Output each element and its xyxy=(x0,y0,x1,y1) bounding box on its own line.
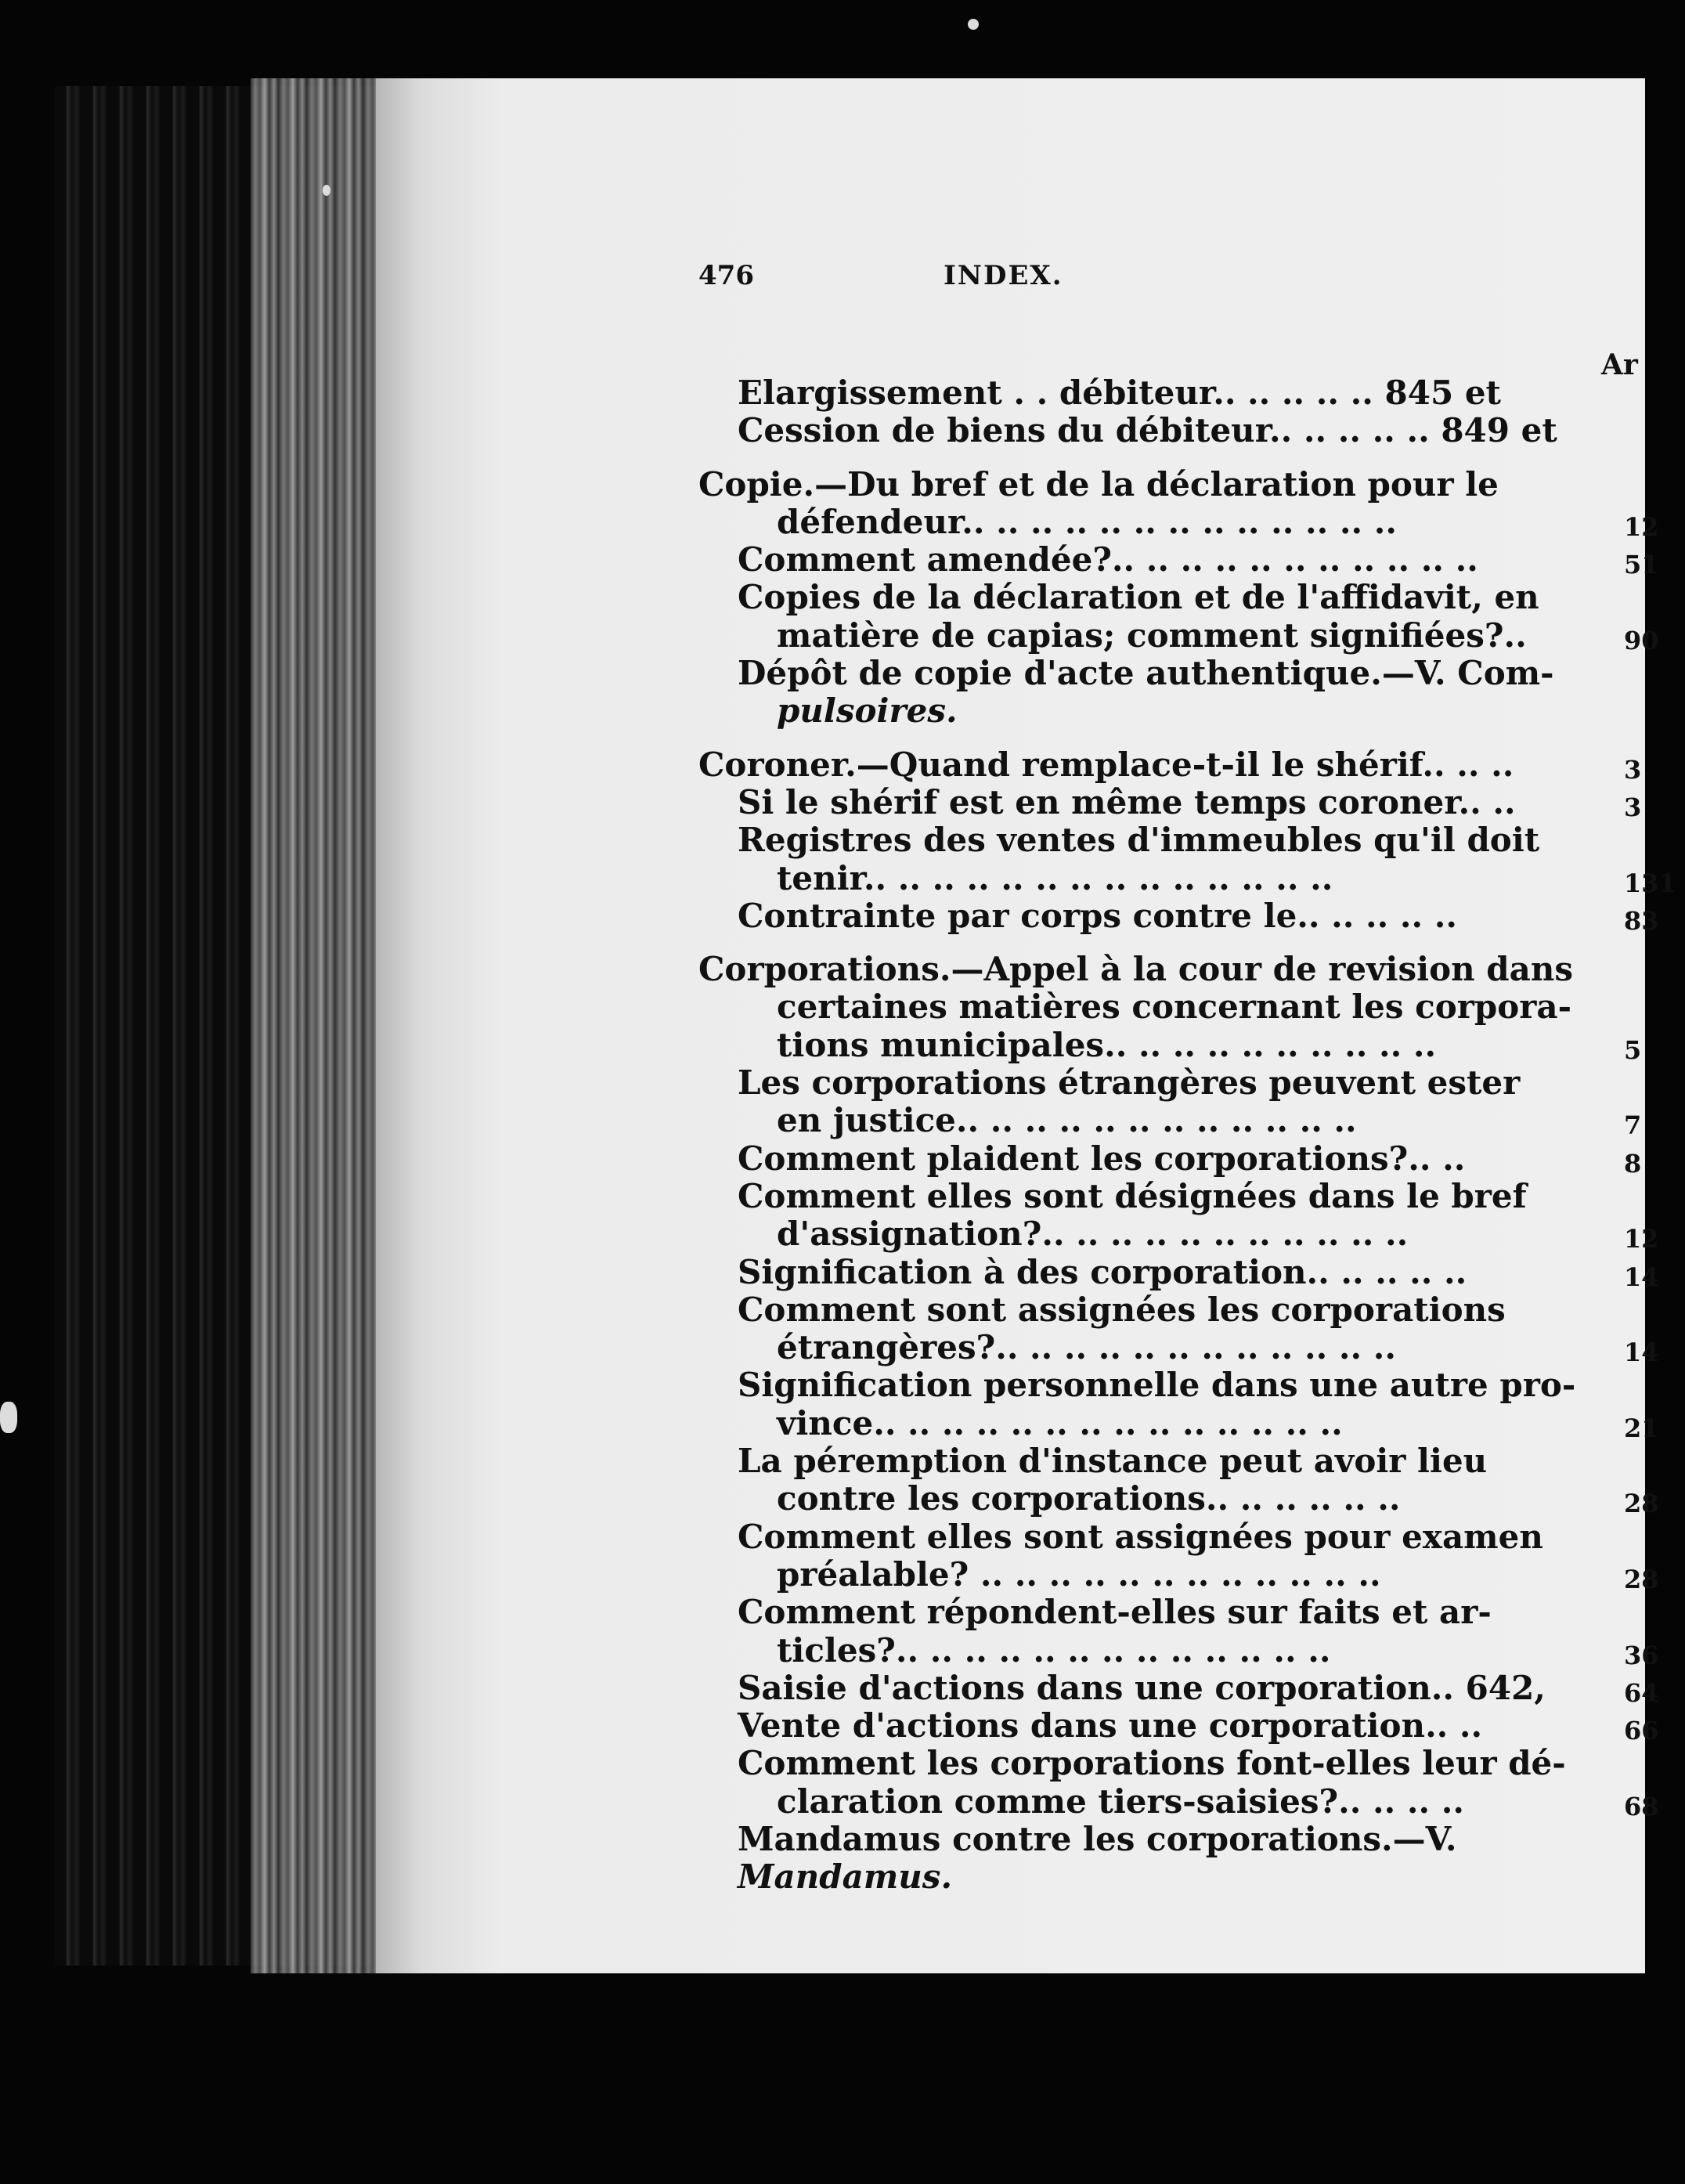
index-line xyxy=(698,746,1685,784)
article-reference: 83 xyxy=(1624,905,1659,936)
index-line xyxy=(698,1102,1685,1139)
index-line-text: préalable? .. .. .. .. .. .. .. .. .. .. .. .. xyxy=(777,1554,1381,1594)
column-heading-fragment: Ar xyxy=(1601,348,1638,381)
index-line xyxy=(698,412,1685,449)
index-line-text: La péremption d'instance peut avoir lieu xyxy=(738,1442,1488,1481)
index-line xyxy=(698,692,1685,730)
index-line xyxy=(698,1254,1685,1291)
index-entry xyxy=(698,1140,1685,1178)
index-entry xyxy=(698,1518,1685,1594)
index-entry xyxy=(698,1254,1685,1291)
index-line xyxy=(698,1215,1685,1253)
index-entry xyxy=(698,466,1685,542)
article-reference: 14 xyxy=(1624,1262,1659,1292)
index-line xyxy=(698,1594,1685,1631)
index-line-text: Signification personnelle dans une autre pro- xyxy=(738,1366,1576,1405)
article-reference: 12 xyxy=(1624,511,1659,542)
index-line xyxy=(698,951,1685,988)
index-line-text: Coroner.—Quand remplace-t-il le shérif.. .. .. xyxy=(698,745,1514,784)
index-line-text: Comment les corporations font-elles leur dé- xyxy=(738,1744,1566,1783)
dust-speck xyxy=(0,1402,17,1433)
index-entry xyxy=(698,541,1685,579)
index-line-text: étrangères?.. .. .. .. .. .. .. .. .. .. .. .. xyxy=(777,1328,1396,1367)
index-line xyxy=(698,1821,1685,1858)
index-line-text: Cession de biens du débiteur.. .. .. .. .. 849 et xyxy=(738,411,1557,450)
index-entry xyxy=(698,1670,1685,1707)
dust-speck xyxy=(323,185,330,196)
index-line-text: pulsoires. xyxy=(777,691,958,731)
index-line xyxy=(698,374,1685,412)
page-number: 476 xyxy=(698,260,754,291)
index-line xyxy=(698,1140,1685,1178)
index-line xyxy=(698,1329,1685,1366)
index-line-text: Copie.—Du bref et de la déclaration pour le xyxy=(698,464,1499,504)
index-line xyxy=(698,1707,1685,1745)
index-line xyxy=(698,579,1685,616)
index-line xyxy=(698,821,1685,859)
index-line xyxy=(698,1518,1685,1556)
article-reference: 51 xyxy=(1624,550,1659,580)
index-entry xyxy=(698,1707,1685,1745)
index-entry xyxy=(698,1594,1685,1670)
index-entry xyxy=(698,1291,1685,1367)
index-line xyxy=(698,1858,1685,1896)
index-line xyxy=(698,541,1685,579)
index-line-text: Contrainte par corps contre le.. .. .. .. .. xyxy=(738,896,1458,935)
index-line xyxy=(698,655,1685,692)
index-line xyxy=(698,897,1685,935)
article-reference: 14 xyxy=(1624,1337,1659,1368)
index-line-text: Mandamus contre les corporations.—V. xyxy=(738,1819,1457,1858)
index-line xyxy=(698,1745,1685,1782)
index-line-text: Comment elles sont désignées dans le bref xyxy=(738,1176,1527,1215)
article-reference: 3 xyxy=(1624,792,1642,822)
index-line xyxy=(698,466,1685,504)
index-entry xyxy=(698,1442,1685,1518)
index-line xyxy=(698,1442,1685,1480)
index-entries xyxy=(698,374,1685,1897)
index-line xyxy=(698,1178,1685,1215)
index-line-text: Copies de la déclaration et de l'affidavit, en xyxy=(738,578,1539,617)
index-line-text: Comment elles sont assignées pour examen xyxy=(738,1517,1543,1556)
page-edges xyxy=(251,78,384,1973)
index-line xyxy=(698,1480,1685,1518)
book-page xyxy=(376,78,1676,1973)
index-line-text: tenir.. .. .. .. .. .. .. .. .. .. .. .. .. .. xyxy=(777,858,1333,897)
index-line xyxy=(698,1027,1685,1064)
index-entry xyxy=(698,655,1685,731)
index-line-text: Comment amendée?.. .. .. .. .. .. .. .. .. .. .. xyxy=(738,540,1478,579)
index-line-text: Signification à des corporation.. .. .. .. .. xyxy=(738,1252,1467,1291)
index-line-text: Registres des ventes d'immeubles qu'il doit xyxy=(738,821,1540,860)
index-line-text: Si le shérif est en même temps coroner.. .. xyxy=(738,782,1516,821)
index-line-text: contre les corporations.. .. .. .. .. .. xyxy=(777,1479,1401,1518)
article-reference: 90 xyxy=(1624,625,1659,655)
index-entry xyxy=(698,1745,1685,1821)
index-line-text: certaines matières concernant les corpora- xyxy=(777,987,1572,1027)
index-line xyxy=(698,1670,1685,1707)
index-line-text: Corporations.—Appel à la cour de revision dans xyxy=(698,950,1574,989)
index-line-text: Comment plaident les corporations?.. .. xyxy=(738,1139,1466,1178)
index-line-text: Comment répondent-elles sur faits et ar- xyxy=(738,1593,1492,1632)
article-reference: 8 xyxy=(1624,1148,1642,1179)
index-line xyxy=(698,860,1685,897)
index-line-text: Les corporations étrangères peuvent ester xyxy=(738,1063,1521,1103)
index-line xyxy=(698,1291,1685,1329)
index-line-text: matière de capias; comment signifiées?.. xyxy=(777,615,1527,655)
index-line xyxy=(698,504,1685,541)
article-reference: 21 xyxy=(1624,1413,1659,1443)
index-entry xyxy=(698,1178,1685,1254)
index-line-text: défendeur.. .. .. .. .. .. .. .. .. .. .. .. .. xyxy=(777,502,1397,541)
index-line xyxy=(698,1064,1685,1102)
index-entry xyxy=(698,951,1685,1064)
index-line xyxy=(698,1405,1685,1442)
article-reference: 7 xyxy=(1624,1110,1642,1141)
index-line-text: en justice.. .. .. .. .. .. .. .. .. .. .. .. xyxy=(777,1101,1357,1140)
article-reference: 64 xyxy=(1624,1677,1659,1708)
index-entry xyxy=(698,1064,1685,1140)
index-line-text: ticles?.. .. .. .. .. .. .. .. .. .. .. .. .. xyxy=(777,1630,1331,1670)
index-line xyxy=(698,1632,1685,1670)
article-reference: 12 xyxy=(1624,1224,1659,1254)
index-entry xyxy=(698,579,1685,655)
article-reference: 131 xyxy=(1624,868,1676,898)
index-line-text: Comment sont assignées les corporations xyxy=(738,1290,1506,1329)
index-line-text: tions municipales.. .. .. .. .. .. .. .. .. .. xyxy=(777,1025,1437,1064)
page-title: INDEX. xyxy=(944,260,1063,291)
article-reference: 66 xyxy=(1624,1716,1659,1746)
index-line-text: Mandamus. xyxy=(738,1857,953,1897)
index-entry xyxy=(698,374,1685,412)
index-line xyxy=(698,1556,1685,1594)
index-line xyxy=(698,988,1685,1026)
article-reference: 28 xyxy=(1624,1564,1659,1594)
index-line xyxy=(698,617,1685,655)
index-entry xyxy=(698,746,1685,784)
index-entry xyxy=(698,412,1685,449)
index-line-text: Elargissement . . débiteur.. .. .. .. .. 845 et xyxy=(738,374,1501,412)
index-line-text: Dépôt de copie d'acte authentique.—V. Com- xyxy=(738,654,1554,693)
index-line xyxy=(698,1783,1685,1821)
index-line-text: Saisie d'actions dans une corporation.. 642, xyxy=(738,1668,1546,1707)
index-entry xyxy=(698,1366,1685,1442)
index-entry xyxy=(698,1821,1685,1897)
index-line-text: vince.. .. .. .. .. .. .. .. .. .. .. .. .. .. xyxy=(777,1403,1343,1442)
index-line xyxy=(698,1366,1685,1404)
article-reference: 28 xyxy=(1624,1489,1659,1519)
index-line xyxy=(698,784,1685,821)
index-entry xyxy=(698,784,1685,821)
article-reference: 3 xyxy=(1624,754,1642,785)
dust-speck xyxy=(968,19,979,30)
article-reference: 36 xyxy=(1624,1640,1659,1670)
article-reference: 68 xyxy=(1624,1791,1659,1821)
index-entry xyxy=(698,897,1685,935)
index-line-text: claration comme tiers-saisies?.. .. .. .. xyxy=(777,1781,1464,1821)
index-line-text: d'assignation?.. .. .. .. .. .. .. .. .. .. .. xyxy=(777,1215,1409,1254)
article-reference: 5 xyxy=(1624,1034,1642,1065)
index-entry xyxy=(698,821,1685,897)
index-line-text: Vente d'actions dans une corporation.. .. xyxy=(738,1706,1483,1745)
